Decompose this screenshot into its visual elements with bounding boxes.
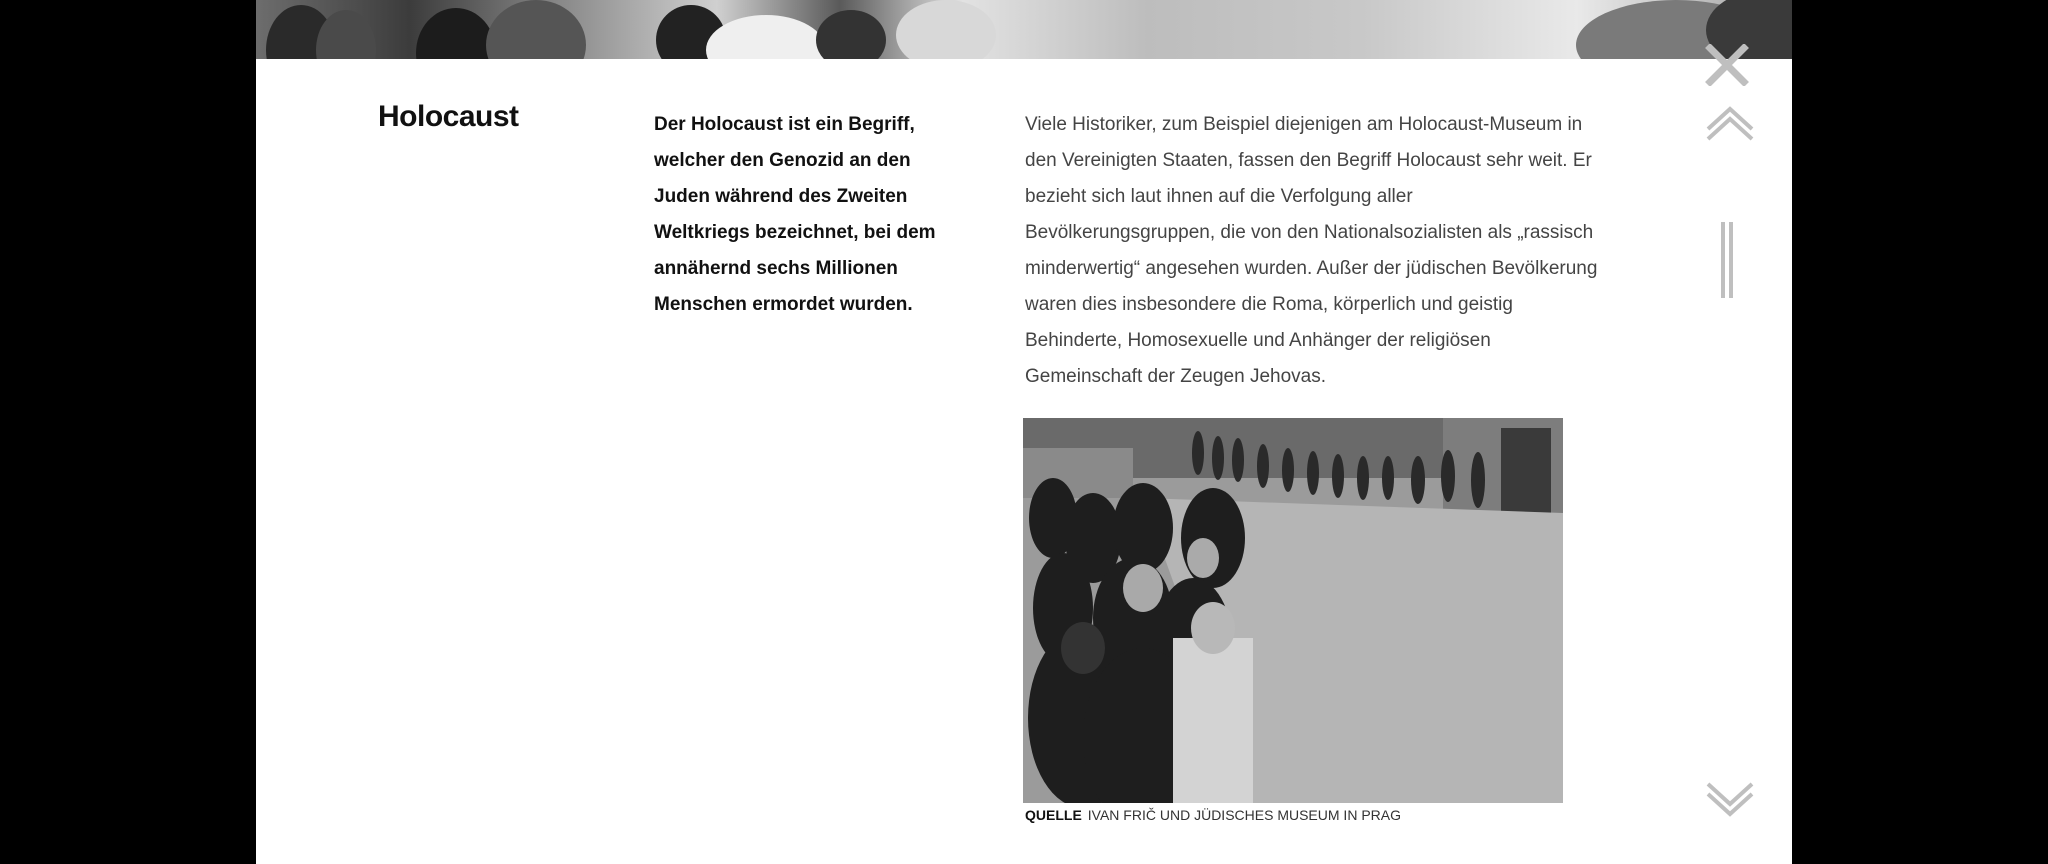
- photo-caption: [1025, 807, 1401, 823]
- caption-source: IVAN FRIČ UND JÜDISCHES MUSEUM IN PRAG: [1087, 807, 1401, 823]
- chevron-up-icon[interactable]: [1704, 105, 1756, 143]
- chevron-down-icon[interactable]: [1704, 780, 1756, 820]
- caption-label: QUELLE: [1025, 807, 1082, 823]
- article-photo: [1023, 418, 1563, 803]
- article-body: Viele Historiker, zum Beispiel diejenigen am Holocaust-Museum in den Vereinigten Staaten, fassen den Begriff Holocaust sehr weit. Er bezieht sich laut ihnen auf die Verfolgung aller Bevölkerungsgruppen, die von den Nationalsozialisten als „rassisch minderwertig“ angesehen wurden. Außer der jüdischen Bevölkerung waren dies insbesondere die Roma, körperlich und geistig Behinderte, Homosexuelle und Anhänger der religiösen Gemeinschaft der Zeugen Jehovas.: [1025, 114, 1598, 387]
- close-icon[interactable]: [1704, 44, 1750, 86]
- photo-scene: [1023, 418, 1563, 803]
- article-title: Holocaust: [378, 100, 519, 133]
- header-photo: [256, 0, 1792, 59]
- article-panel: [256, 0, 1792, 864]
- article-lead: Der Holocaust ist ein Begriff, welcher den Genozid an den Juden während des Zweiten Weltkriegs bezeichnet, bei dem annähernd sechs Millionen Menschen ermordet wurden.: [654, 114, 936, 315]
- scrollbar-handle[interactable]: [1718, 222, 1736, 298]
